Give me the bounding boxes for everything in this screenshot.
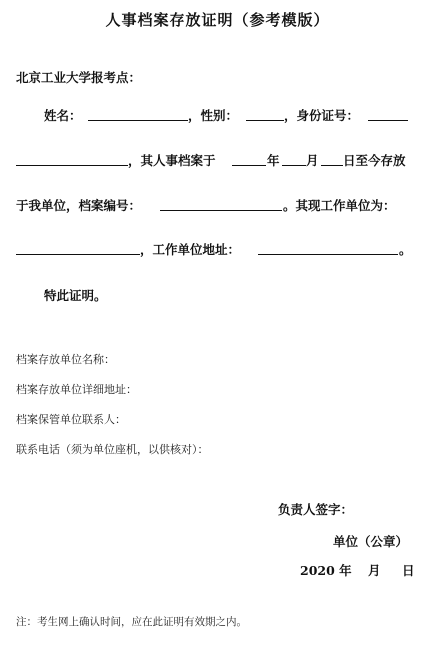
id-blank (368, 120, 408, 121)
address-label: ，工作单位地址： (140, 242, 241, 257)
archive-number-blank (160, 210, 282, 211)
address-blank (258, 254, 398, 255)
date-day: 日 (402, 563, 415, 578)
employer-blank (16, 254, 140, 255)
responsible-signature-label: 负责人签字： (278, 502, 354, 517)
month-label: 月 (306, 153, 319, 168)
day-blank (321, 165, 343, 166)
id-continued-blank (16, 165, 128, 166)
address-end: 。 (399, 242, 412, 257)
footnote: 注：考生网上确认时间，应在此证明有效期之内。 (16, 616, 247, 628)
date-month: 月 (368, 563, 381, 578)
day-to-now: 日至今存放 (343, 153, 406, 168)
unit-name-label: 档案存放单位名称： (16, 353, 115, 366)
phone-label: 联系电话（须为单位座机，以供核对）： (16, 443, 209, 456)
unit-seal-label: 单位（公章） (333, 534, 409, 549)
unit-address-label: 档案存放单位详细地址： (16, 383, 137, 396)
month-blank (282, 165, 306, 166)
employer-label: 。其现工作单位为： (283, 198, 396, 213)
document-title: 人事档案存放证明（参考模版） (105, 11, 330, 29)
addressee: 北京工业大学报考点： (16, 70, 142, 85)
name-blank (88, 120, 188, 121)
gender-blank (246, 120, 284, 121)
archive-text: ，其人事档案于 (128, 153, 216, 168)
id-label: ，身份证号： (284, 108, 360, 123)
year-blank (232, 165, 266, 166)
contact-label: 档案保管单位联系人： (16, 413, 126, 426)
archive-number-label: 于我单位，档案编号： (16, 198, 142, 213)
gender-label: ，性别： (188, 108, 239, 123)
year-label: 年 (267, 153, 280, 168)
certify-text: 特此证明。 (44, 288, 107, 303)
date-year: 2020 年 (300, 563, 352, 578)
name-label: 姓名： (44, 108, 82, 123)
